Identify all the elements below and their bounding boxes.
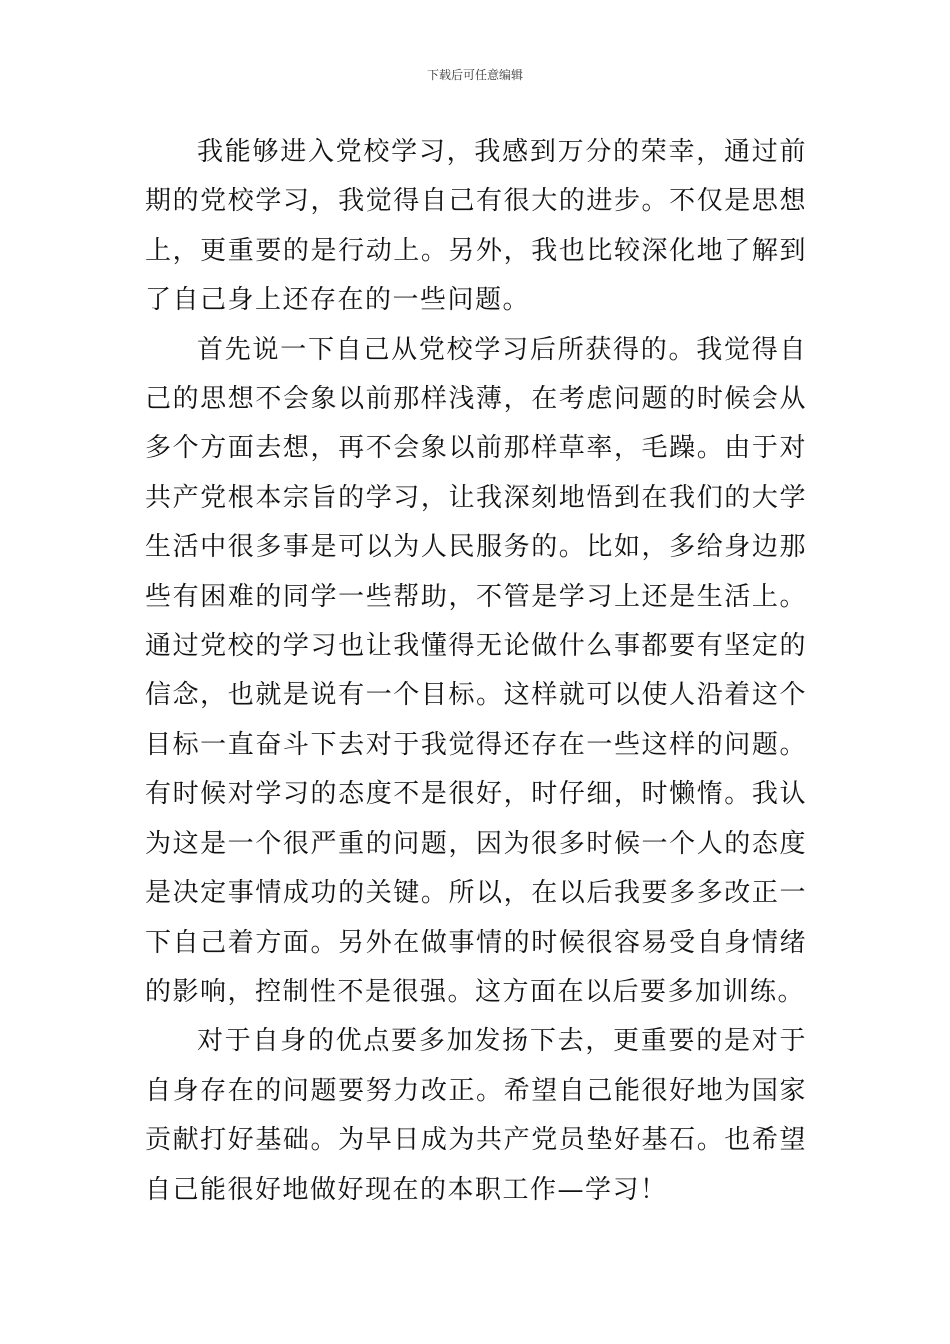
paragraph-1: 我能够进入党校学习，我感到万分的荣幸，通过前期的党校学习，我觉得自己有很大的进步。不仅是思想上，更重要的是行动上。另外，我也比较深化地了解到了自己身上还存在的一些问题。 bbox=[145, 137, 807, 316]
document-body bbox=[145, 128, 807, 1215]
paragraph-2: 首先说一下自己从党校学习后所获得的。我觉得自己的思想不会象以前那样浅薄，在考虑问题的时候会从多个方面去想，再不会象以前那样草率，毛躁。由于对共产党根本宗旨的学习，让我深刻地悟到在我们的大学生活中很多事是可以为人民服务的。比如，多给身边那些有困难的同学一些帮助，不管是学习上还是生活上。通过党校的学习也让我懂得无论做什么事都要有坚定的信念，也就是说有一个目标。这样就可以使人沿着这个目标一直奋斗下去对于我觉得还存在一些这样的问题。有时候对学习的态度不是很好，时仔细，时懒惰。我认为这是一个很严重的问题，因为很多时候一个人的态度是决定事情成功的关键。所以，在以后我要多多改正一下自己着方面。另外在做事情的时候很容易受自身情绪的影响，控制性不是很强。这方面在以后要多加训练。 bbox=[145, 334, 807, 1007]
header-note: 下载后可任意编辑 bbox=[426, 68, 523, 82]
paragraph-3: 对于自身的优点要多加发扬下去，更重要的是对于自身存在的问题要努力改正。希望自己能很好地为国家贡献打好基础。为早日成为共产党员垫好基石。也希望自己能很好地做好现在的本职工作—学习！ bbox=[145, 1026, 807, 1205]
